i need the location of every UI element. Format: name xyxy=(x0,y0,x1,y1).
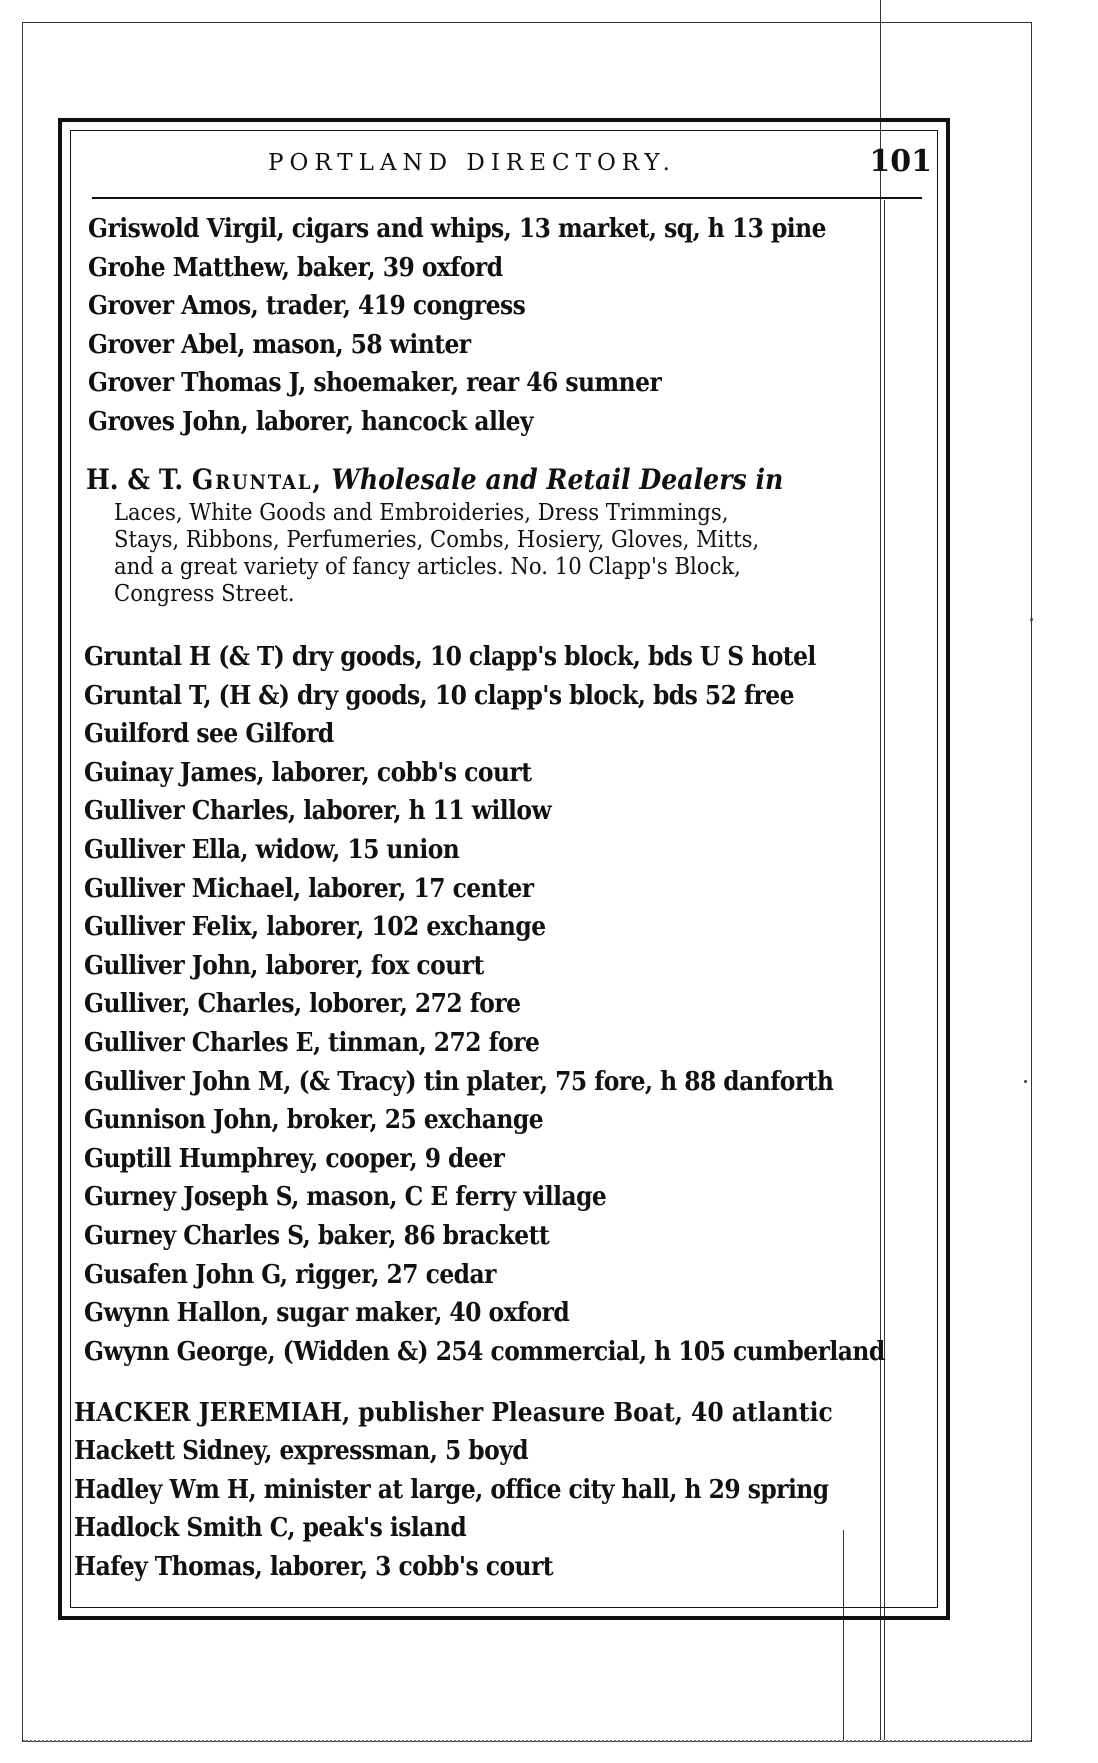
directory-entry: Gulliver John, laborer, fox court xyxy=(84,950,484,981)
directory-entry: Gurney Joseph S, mason, C E ferry village xyxy=(84,1182,607,1213)
directory-entry: Gruntal H (& T) dry goods, 10 clapp's block, bds U S hotel xyxy=(84,642,816,672)
directory-entry: Hafey Thomas, laborer, 3 cobb's court xyxy=(74,1551,554,1582)
page-header xyxy=(72,144,932,190)
advert-lead-line xyxy=(86,460,842,500)
directory-entry: Guptill Humphrey, cooper, 9 deer xyxy=(84,1143,505,1174)
directory-entry: Guilford see Gilford xyxy=(84,719,334,750)
directory-entry: Hadlock Smith C, peak's island xyxy=(74,1513,467,1544)
page-number: 101 xyxy=(869,144,932,179)
directory-entries-top xyxy=(88,210,928,442)
directory-entry: Grover Abel, mason, 58 winter xyxy=(88,329,471,360)
directory-entry: Hackett Sidney, expressman, 5 boyd xyxy=(74,1436,529,1467)
directory-entry: Gulliver Charles E, tinman, 272 fore xyxy=(84,1027,540,1058)
directory-entry: Gunnison John, broker, 25 exchange xyxy=(84,1105,544,1136)
directory-entry: Hadley Wm H, minister at large, office city hall, h 29 spring xyxy=(74,1474,829,1505)
gruntal-advertisement xyxy=(86,460,926,608)
directory-entry: Gulliver John M, (& Tracy) tin plater, 75 fore, h 88 danforth xyxy=(84,1066,834,1097)
directory-entry: Groves John, laborer, hancock alley xyxy=(88,406,534,437)
advert-prefix: H. & T. xyxy=(86,463,184,496)
directory-entry: Gusafen John G, rigger, 27 cedar xyxy=(84,1259,496,1290)
advert-body-line: Congress Street. xyxy=(114,581,295,607)
advert-body-line: Laces, White Goods and Embroideries, Dress Trimmings, xyxy=(114,500,729,526)
directory-entry: Gwynn George, (Widden &) 254 commercial, h 105 cumberland xyxy=(84,1336,885,1367)
advert-body-line: and a great variety of fancy articles. No. 10 Clapp's Block, xyxy=(114,554,741,580)
directory-entry: Gulliver Charles, laborer, h 11 willow xyxy=(84,796,552,827)
directory-entry: Grover Thomas J, shoemaker, rear 46 sumner xyxy=(88,368,662,399)
scan-speck xyxy=(1030,618,1033,621)
directory-entry: Guinay James, laborer, cobb's court xyxy=(84,757,532,788)
advert-tagline: Wholesale and Retail Dealers in xyxy=(331,463,784,496)
directory-entry: Gulliver Ella, widow, 15 union xyxy=(84,834,460,865)
directory-entry: Grover Amos, trader, 419 congress xyxy=(88,291,526,322)
advert-name: Gruntal, xyxy=(191,463,323,496)
directory-entry: Gulliver Felix, laborer, 102 exchange xyxy=(84,912,546,943)
advert-body-line: Stays, Ribbons, Perfumeries, Combs, Hosiery, Gloves, Mitts, xyxy=(114,527,760,553)
directory-entry: Gulliver Michael, laborer, 17 center xyxy=(84,873,534,904)
directory-entry: Gwynn Hallon, sugar maker, 40 oxford xyxy=(84,1298,570,1329)
directory-entries-middle xyxy=(84,638,944,1371)
running-head: PORTLAND DIRECTORY. xyxy=(268,150,676,176)
directory-entries-h xyxy=(74,1394,934,1586)
directory-entry: HACKER JEREMIAH, publisher Pleasure Boat, 40 atlantic xyxy=(74,1398,833,1428)
directory-entry: Grohe Matthew, baker, 39 oxford xyxy=(88,252,503,283)
scan-speck xyxy=(1024,1080,1027,1083)
header-rule xyxy=(92,197,922,199)
directory-entry: Gruntal T, (H &) dry goods, 10 clapp's block, bds 52 free xyxy=(84,680,794,711)
directory-entry: Griswold Virgil, cigars and whips, 13 market, sq, h 13 pine xyxy=(88,214,826,244)
directory-entry: Gurney Charles S, baker, 86 brackett xyxy=(84,1220,550,1251)
directory-entry: Gulliver, Charles, loborer, 272 fore xyxy=(84,989,521,1020)
